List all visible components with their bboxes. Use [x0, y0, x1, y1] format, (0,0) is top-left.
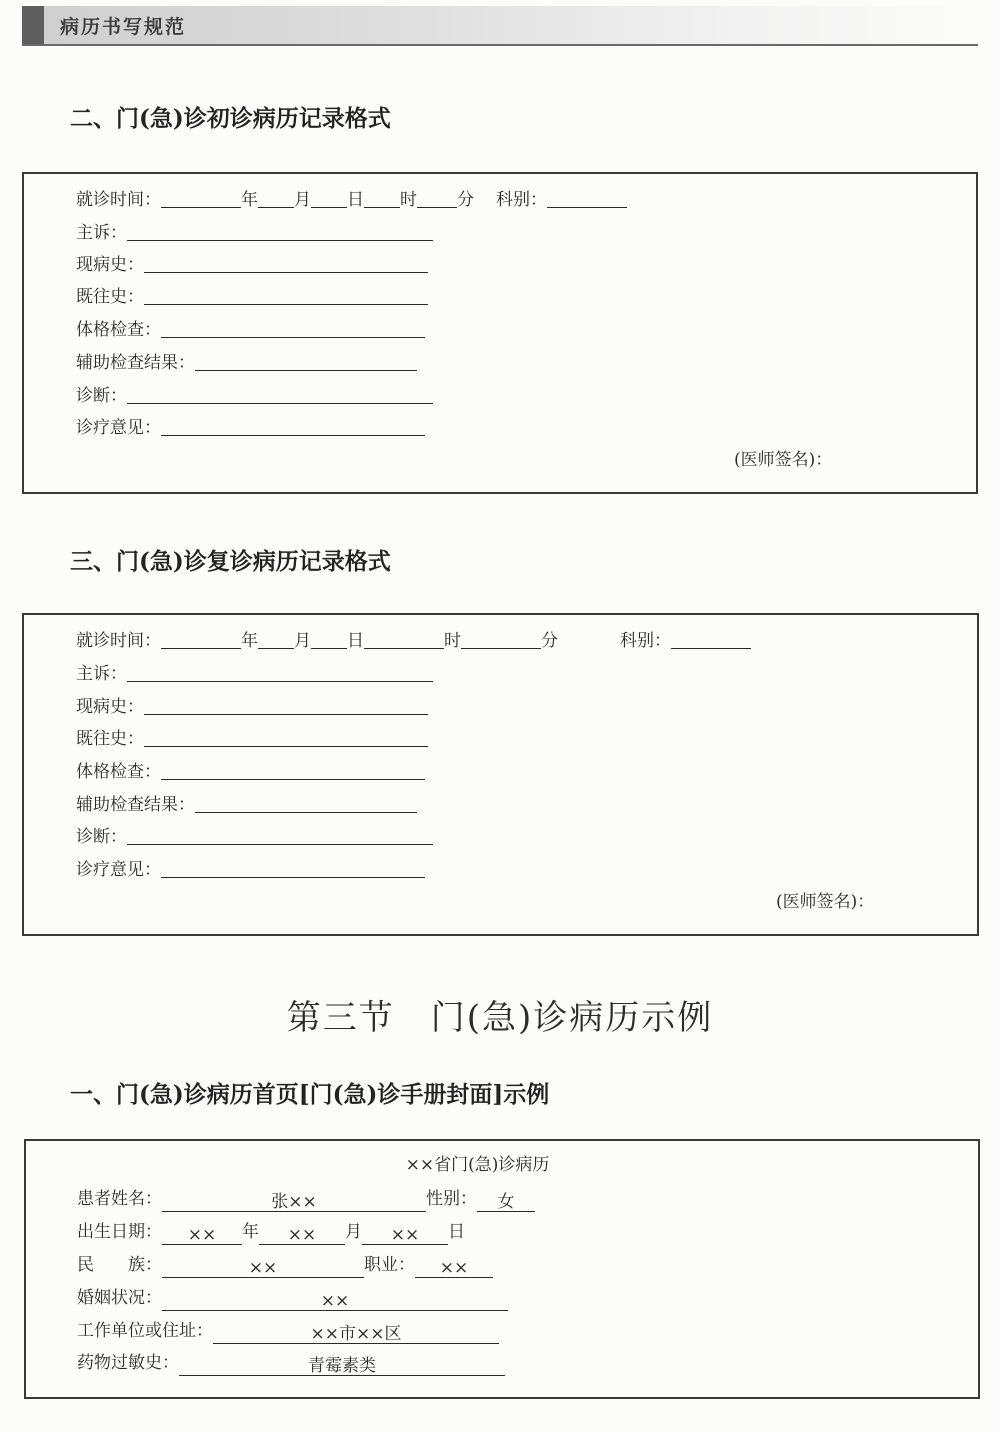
past-history-row [76, 282, 428, 307]
present-illness-row [76, 250, 428, 275]
birth-date-row [77, 1217, 465, 1245]
aux-exam-blank [195, 352, 417, 371]
birth-month-unit: 月 [345, 1222, 362, 1242]
day-label: 日 [347, 190, 364, 210]
hour-label: 时 [444, 631, 461, 651]
chief-complaint-row [76, 659, 433, 684]
workplace-row [77, 1316, 499, 1344]
treatment-row [76, 855, 425, 880]
birth-year-unit: 年 [242, 1222, 259, 1242]
birth-day-value: ×× [362, 1226, 448, 1245]
day-blank [311, 189, 347, 208]
cover-title: ××省门(急)诊病历 [405, 1155, 550, 1175]
diagnosis-row [76, 822, 433, 847]
diagnosis-row [76, 381, 433, 406]
treatment-label: 诊疗意见： [76, 418, 161, 438]
patient-name-row [77, 1184, 535, 1212]
present-illness-blank [144, 696, 428, 715]
day-blank [311, 630, 347, 649]
header-title: 病历书写规范 [60, 16, 187, 38]
ethnicity-value: ×× [162, 1259, 364, 1278]
past-history-blank [144, 286, 428, 305]
chief-complaint-label: 主诉： [76, 664, 127, 684]
followup-visit-form [22, 613, 979, 936]
past-history-label: 既往史： [76, 287, 144, 307]
present-illness-label: 现病史： [76, 697, 144, 717]
visit-time-label: 就诊时间： [76, 631, 161, 651]
doctor-signature: (医师签名)： [734, 450, 833, 470]
visit-time-label: 就诊时间： [76, 190, 161, 210]
section-initial-visit-title: 二、门(急)诊初诊病历记录格式 [70, 105, 391, 132]
physical-exam-row [76, 757, 425, 782]
visit-time-row [76, 626, 751, 651]
aux-exam-blank [195, 794, 417, 813]
aux-exam-row [76, 348, 417, 373]
physical-exam-label: 体格检查： [76, 320, 161, 340]
department-label: 科别： [496, 190, 547, 210]
section-cover-example-title: 一、门(急)诊病历首页[门(急)诊手册封面]示例 [70, 1081, 550, 1108]
department-blank [671, 630, 751, 649]
minute-label: 分 [541, 631, 558, 651]
ethnicity-row [77, 1250, 493, 1278]
marital-status-label: 婚姻状况： [77, 1288, 162, 1308]
aux-exam-label: 辅助检查结果： [76, 353, 195, 373]
past-history-label: 既往史： [76, 729, 144, 749]
month-label: 月 [294, 190, 311, 210]
chief-complaint-blank [127, 663, 433, 682]
hour-blank [364, 189, 400, 208]
department-label: 科别： [620, 631, 671, 651]
month-label: 月 [294, 631, 311, 651]
birth-date-label: 出生日期： [77, 1222, 162, 1242]
chapter-title: 第三节 门(急)诊病历示例 [286, 998, 714, 1038]
treatment-blank [161, 859, 425, 878]
month-blank [258, 630, 294, 649]
hour-label: 时 [400, 190, 417, 210]
treatment-blank [161, 417, 425, 436]
physical-exam-blank [161, 319, 425, 338]
year-blank [161, 189, 241, 208]
present-illness-row [76, 692, 428, 717]
past-history-row [76, 724, 428, 749]
visit-time-row [76, 185, 627, 210]
diagnosis-blank [127, 826, 433, 845]
physical-exam-row [76, 315, 425, 340]
occupation-label: 职业： [364, 1255, 415, 1275]
treatment-row [76, 413, 425, 438]
minute-blank [461, 630, 541, 649]
drug-allergy-value: 青霉素类 [179, 1357, 505, 1376]
treatment-label: 诊疗意见： [76, 860, 161, 880]
year-label: 年 [241, 190, 258, 210]
marital-status-row [77, 1283, 508, 1311]
past-history-blank [144, 728, 428, 747]
birth-month-value: ×× [259, 1226, 345, 1245]
page-header [22, 6, 978, 46]
workplace-label: 工作单位或住址： [77, 1321, 213, 1341]
minute-label: 分 [457, 190, 474, 210]
chief-complaint-label: 主诉： [76, 223, 127, 243]
physical-exam-label: 体格检查： [76, 762, 161, 782]
year-label: 年 [241, 631, 258, 651]
minute-blank [417, 189, 457, 208]
department-blank [547, 189, 627, 208]
aux-exam-label: 辅助检查结果： [76, 795, 195, 815]
aux-exam-row [76, 790, 417, 815]
drug-allergy-row [77, 1348, 505, 1376]
section-followup-visit-title: 三、门(急)诊复诊病历记录格式 [70, 548, 391, 575]
present-illness-label: 现病史： [76, 255, 144, 275]
year-blank [161, 630, 241, 649]
physical-exam-blank [161, 761, 425, 780]
month-blank [258, 189, 294, 208]
patient-name-label: 患者姓名： [77, 1189, 162, 1209]
birth-day-unit: 日 [448, 1222, 465, 1242]
sex-label: 性别： [426, 1189, 477, 1209]
patient-name-value: 张×× [162, 1193, 426, 1212]
day-label: 日 [347, 631, 364, 651]
present-illness-blank [144, 254, 428, 273]
marital-status-value: ×× [162, 1292, 508, 1311]
ethnicity-label: 民 族： [77, 1255, 162, 1275]
birth-year-value: ×× [162, 1226, 242, 1245]
workplace-value: ××市××区 [213, 1325, 499, 1344]
diagnosis-label: 诊断： [76, 386, 127, 406]
initial-visit-form [22, 172, 978, 494]
hour-blank [364, 630, 444, 649]
sex-value: 女 [477, 1193, 535, 1212]
diagnosis-label: 诊断： [76, 827, 127, 847]
occupation-value: ×× [415, 1259, 493, 1278]
drug-allergy-label: 药物过敏史： [77, 1353, 179, 1373]
doctor-signature: (医师签名)： [776, 892, 875, 912]
chief-complaint-row [76, 218, 433, 243]
chief-complaint-blank [127, 222, 433, 241]
header-marker [22, 6, 44, 44]
diagnosis-blank [127, 385, 433, 404]
